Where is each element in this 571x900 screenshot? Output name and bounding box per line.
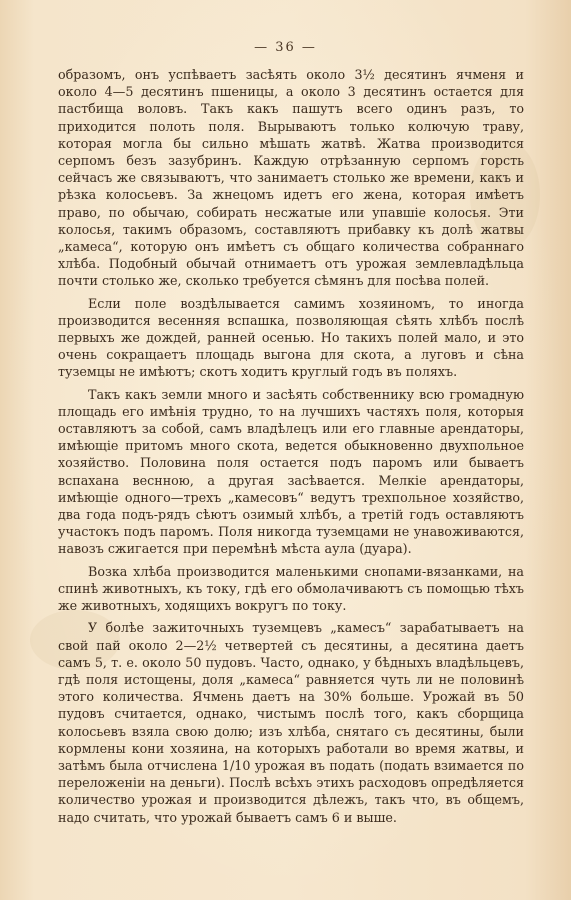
page-number: — 36 — bbox=[254, 40, 317, 55]
body-text bbox=[58, 66, 524, 831]
paragraph: Возка хлѣба производится маленькими снопами-вязанками, на спинѣ животныхъ, къ току, гдѣ его обмолачиваютъ съ помощью тѣхъ же животныхъ, ходящихъ вокругъ по току. bbox=[58, 563, 524, 614]
paragraph: образомъ, онъ успѣваетъ засѣять около 3½ десятинъ ячменя и около 4—5 десятинъ пшеницы, а около 3 десятинъ остается для пастбища воловъ. Такъ какъ пашутъ всего одинъ разъ, то приходится полоть поля. Вырываютъ только колючую траву, которая могла бы сильно мѣшать жатвѣ. Жатва производится серпомъ безъ зазубринъ. Каждую отрѣзанную серпомъ горсть сейчасъ же связываютъ, что занимаетъ столько же времени, какъ и рѣзка колосьевъ. За жнецомъ идетъ его жена, которая имѣетъ право, по обычаю, собирать несжатые или упавшіе колосья. Эти колосья, такимъ образомъ, составляютъ прибавку къ долѣ жатвы „камеса“, которую онъ имѣетъ съ общаго количества собраннаго хлѣба. Подобный обычай отнимаетъ отъ урожая землевладѣльца почти столько же, сколько требуется сѣмянъ для посѣва полей. bbox=[58, 67, 524, 289]
paragraph: Если поле воздѣлывается самимъ хозяиномъ, то иногда производится весенняя вспашка, позволяющая сѣять хлѣбъ послѣ первыхъ же дождей, ранней осенью. Но такихъ полей мало, и это очень сокращаетъ площадь выгона для скота, а луговъ и сѣна туземцы не имѣютъ; скотъ ходитъ круглый годъ въ поляхъ. bbox=[58, 295, 524, 380]
paragraph: У болѣе зажиточныхъ туземцевъ „камесъ“ зарабатываетъ на свой пай около 2—2½ четвертей съ десятины, а десятина даетъ самъ 5, т. е. около 50 пудовъ. Часто, однако, у бѣдныхъ владѣльцевъ, гдѣ поля истощены, доля „камеса“ равняется чуть ли не половинѣ этого количества. Ячмень даетъ на 30% больше. Урожай въ 50 пудовъ считается, однако, чистымъ послѣ того, какъ сборщица колосьевъ взяла свою долю; изъ хлѣба, снятаго съ десятины, были кормлены кони хозяина, на которыхъ работали во время жатвы, и затѣмъ была отчислена 1/10 урожая въ подать (подать взимается по переложеніи на деньги). Послѣ всѣхъ этихъ расходовъ опредѣляется количество урожая и производится дѣлежъ, такъ что, въ общемъ, надо считать, что урожай бываетъ самъ 6 и выше. bbox=[58, 620, 524, 825]
paragraph: Такъ какъ земли много и засѣять собственнику всю громадную площадь его имѣнія трудно, то на лучшихъ частяхъ поля, которыя оставляютъ за собой, самъ владѣлецъ или его главные арендаторы, имѣющіе притомъ много скота, ведется обыкновенно двухпольное хозяйство. Половина поля остается подъ паромъ или бываетъ вспахана веснною, а другая засѣвается. Мелкіе арендаторы, имѣющіе одного—трехъ „камесовъ“ ведутъ трехпольное хозяйство, два года подъ-рядъ сѣютъ озимый хлѣбъ, а третій годъ оставляютъ участокъ подъ паромъ. Поля никогда туземцами не унавоживаются, навозъ сжигается при перемѣнѣ мѣста аула (дуара). bbox=[58, 386, 524, 557]
